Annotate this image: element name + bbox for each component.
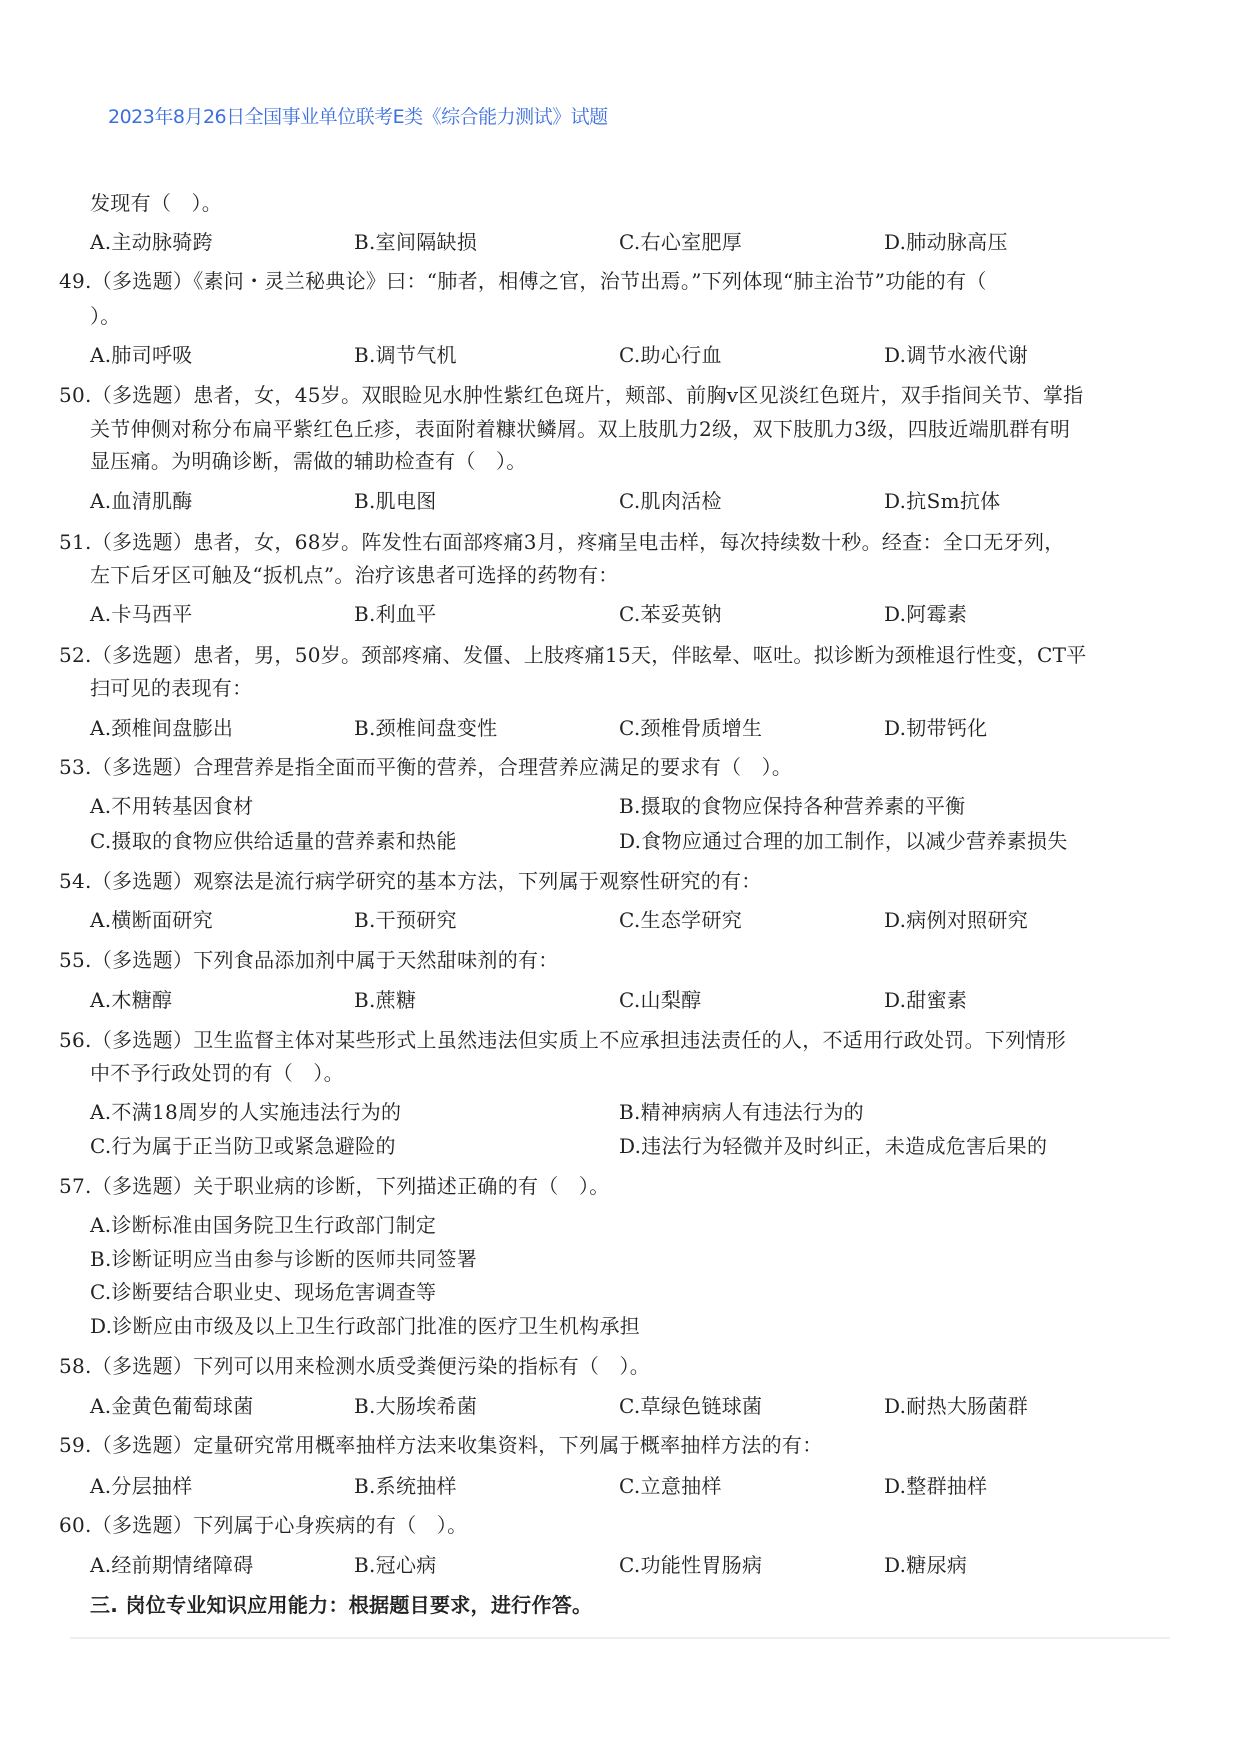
question-stem-text: 50.（多选题）患者，女，45岁。双眼睑见水肿性紫红色斑片，颊部、前胸v区见淡红色斑片，双手指间关节、掌指 bbox=[59, 383, 1084, 407]
answer-option: C.草绿色链球菌 bbox=[619, 1394, 763, 1418]
answer-option: B.干预研究 bbox=[354, 908, 457, 932]
question-stem-text: 52.（多选题）患者，男，50岁。颈部疼痛、发僵、上肢疼痛15天，伴眩晕、呕吐。拟诊断为颈椎退行性变，CT平 bbox=[59, 643, 1087, 667]
footer-divider bbox=[70, 1637, 1170, 1639]
answer-option: D.调节水液代谢 bbox=[884, 343, 1029, 367]
answer-option: B.大肠埃希菌 bbox=[354, 1394, 478, 1418]
answer-option: C.山梨醇 bbox=[619, 988, 702, 1012]
answer-option: B.肌电图 bbox=[354, 489, 437, 513]
answer-option: C.生态学研究 bbox=[619, 908, 743, 932]
answer-option: D.阿霉素 bbox=[884, 602, 968, 626]
question-stem-text: 显压痛。为明确诊断，需做的辅助检查有（ ）。 bbox=[90, 449, 527, 473]
answer-option: A.诊断标准由国务院卫生行政部门制定 bbox=[90, 1213, 437, 1237]
answer-option: C.颈椎骨质增生 bbox=[619, 716, 763, 740]
answer-option: A.卡马西平 bbox=[90, 602, 193, 626]
answer-option: C.肌肉活检 bbox=[619, 489, 722, 513]
answer-option: D.甜蜜素 bbox=[884, 988, 968, 1012]
answer-option: C.诊断要结合职业史、现场危害调查等 bbox=[90, 1280, 437, 1304]
answer-option: A.金黄色葡萄球菌 bbox=[90, 1394, 254, 1418]
answer-option: B.利血平 bbox=[354, 602, 437, 626]
answer-option: C.行为属于正当防卫或紧急避险的 bbox=[90, 1134, 396, 1158]
answer-option: D.抗Sm抗体 bbox=[884, 489, 1001, 513]
question-stem-text: 中不予行政处罚的有（ ）。 bbox=[90, 1061, 344, 1085]
answer-option: A.不用转基因食材 bbox=[90, 794, 254, 818]
answer-option: A.颈椎间盘膨出 bbox=[90, 716, 234, 740]
question-stem-text: 57.（多选题）关于职业病的诊断，下列描述正确的有（ ）。 bbox=[59, 1174, 610, 1198]
answer-option: C.功能性胃肠病 bbox=[619, 1553, 763, 1577]
answer-option: B.摄取的食物应保持各种营养素的平衡 bbox=[619, 794, 966, 818]
answer-option: C.右心室肥厚 bbox=[619, 230, 743, 254]
answer-option: A.不满18周岁的人实施违法行为的 bbox=[90, 1100, 402, 1124]
document-title: 2023年8月26日全国事业单位联考E类《综合能力测试》试题 bbox=[108, 106, 608, 128]
question-stem-text: 53.（多选题）合理营养是指全面而平衡的营养，合理营养应满足的要求有（ ）。 bbox=[59, 755, 793, 779]
answer-option: C.助心行血 bbox=[619, 343, 722, 367]
question-stem-text: 51.（多选题）患者，女，68岁。阵发性右面部疼痛3月，疼痛呈电击样，每次持续数十秒。经查：全口无牙列， bbox=[59, 530, 1065, 554]
answer-option: D.食物应通过合理的加工制作，以减少营养素损失 bbox=[619, 829, 1068, 853]
answer-option: A.血清肌酶 bbox=[90, 489, 193, 513]
answer-option: D.肺动脉高压 bbox=[884, 230, 1008, 254]
answer-option: A.主动脉骑跨 bbox=[90, 230, 213, 254]
answer-option: C.苯妥英钠 bbox=[619, 602, 722, 626]
answer-option: B.蔗糖 bbox=[354, 988, 417, 1012]
answer-option: A.分层抽样 bbox=[90, 1474, 193, 1498]
answer-option: A.木糖醇 bbox=[90, 988, 173, 1012]
answer-option: C.摄取的食物应供给适量的营养素和热能 bbox=[90, 829, 457, 853]
answer-option: D.病例对照研究 bbox=[884, 908, 1029, 932]
question-stem-text: 58.（多选题）下列可以用来检测水质受粪便污染的指标有（ ）。 bbox=[59, 1354, 651, 1378]
answer-option: A.肺司呼吸 bbox=[90, 343, 193, 367]
question-stem-text: 扫可见的表现有： bbox=[90, 676, 253, 700]
question-stem-text: 左下后牙区可触及“扳机点”。治疗该患者可选择的药物有： bbox=[90, 563, 619, 587]
answer-option: A.经前期情绪障碍 bbox=[90, 1553, 254, 1577]
answer-option: D.诊断应由市级及以上卫生行政部门批准的医疗卫生机构承担 bbox=[90, 1314, 641, 1338]
question-stem-text: 59.（多选题）定量研究常用概率抽样方法来收集资料，下列属于概率抽样方法的有： bbox=[59, 1433, 823, 1457]
answer-option: D.韧带钙化 bbox=[884, 716, 988, 740]
answer-option: D.整群抽样 bbox=[884, 1474, 988, 1498]
answer-option: B.精神病病人有违法行为的 bbox=[619, 1100, 864, 1124]
answer-option: C.立意抽样 bbox=[619, 1474, 722, 1498]
answer-option: D.糖尿病 bbox=[884, 1553, 968, 1577]
question-stem-text: 55.（多选题）下列食品添加剂中属于天然甜味剂的有： bbox=[59, 948, 559, 972]
answer-option: B.室间隔缺损 bbox=[354, 230, 478, 254]
answer-option: B.调节气机 bbox=[354, 343, 457, 367]
answer-option: B.系统抽样 bbox=[354, 1474, 457, 1498]
question-stem-text: ）。 bbox=[90, 304, 121, 328]
question-stem-text: 49.（多选题）《素问・灵兰秘典论》曰：“肺者，相傅之官，治节出焉。”下列体现“肺主治节”功能的有（ bbox=[59, 269, 987, 293]
section-heading: 三. 岗位专业知识应用能力：根据题目要求，进行作答。 bbox=[90, 1593, 593, 1617]
answer-option: D.违法行为轻微并及时纠正，未造成危害后果的 bbox=[619, 1134, 1048, 1158]
question-stem-text: 60.（多选题）下列属于心身疾病的有（ ）。 bbox=[59, 1513, 468, 1537]
question-stem-text: 关节伸侧对称分布扁平紫红色丘疹，表面附着糠状鳞屑。双上肢肌力2级，双下肢肌力3级，四肢近端肌群有明 bbox=[90, 417, 1071, 441]
answer-option: A.横断面研究 bbox=[90, 908, 213, 932]
question-stem-text: 发现有（ ）。 bbox=[90, 191, 223, 215]
answer-option: D.耐热大肠菌群 bbox=[884, 1394, 1029, 1418]
answer-option: B.冠心病 bbox=[354, 1553, 437, 1577]
question-stem-text: 54.（多选题）观察法是流行病学研究的基本方法，下列属于观察性研究的有： bbox=[59, 869, 762, 893]
answer-option: B.诊断证明应当由参与诊断的医师共同签署 bbox=[90, 1247, 478, 1271]
question-stem-text: 56.（多选题）卫生监督主体对某些形式上虽然违法但实质上不应承担违法责任的人，不适用行政处罚。下列情形 bbox=[59, 1028, 1067, 1052]
answer-option: B.颈椎间盘变性 bbox=[354, 716, 498, 740]
